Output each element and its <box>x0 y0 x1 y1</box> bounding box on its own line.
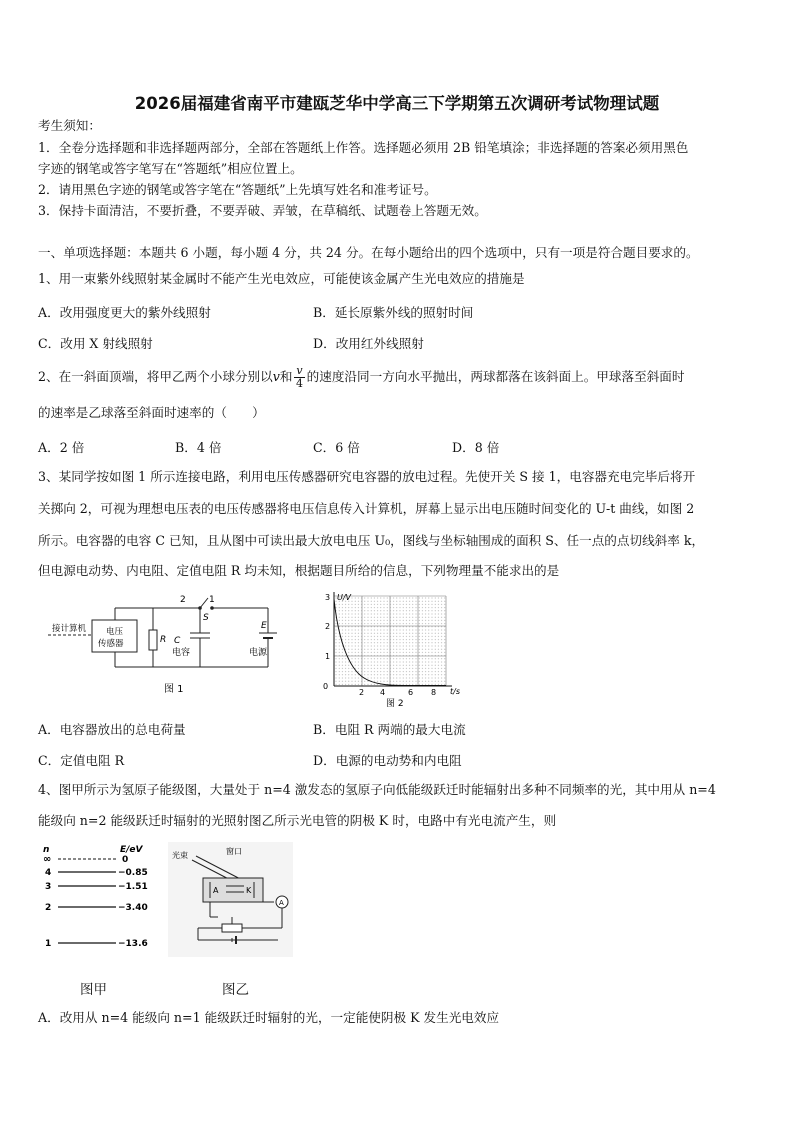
q4-line-1: 4、图甲所示为氢原子能级图，大量处于 n=4 激发态的氢原子向低能级跃迁时能辐射出多种不同频率的光，其中用从 n=4 <box>38 782 716 797</box>
fig2-xtick-6: 6 <box>408 688 414 697</box>
fig1-cap-label: 电容 <box>172 648 191 658</box>
fig2-xtick-2: 2 <box>359 688 365 697</box>
fig2-ytick-1: 1 <box>325 652 331 661</box>
fig2-ytick-3: 3 <box>325 593 331 602</box>
fig2-xtick-8: 8 <box>431 688 437 697</box>
q2-stem <box>38 364 684 390</box>
notice-item-2: 2．请用黑色字迹的钢笔或答字笔在“答题纸”上先填写姓名和准考证号。 <box>38 182 437 197</box>
q2-option-c: C．6 倍 <box>313 440 360 455</box>
tube-beam-label: 光束 <box>172 851 188 860</box>
q4-figure-b-caption: 图乙 <box>222 982 249 998</box>
fig2-y-axis-label: U/V <box>337 593 352 602</box>
q2-option-b: B．4 倍 <box>175 440 222 455</box>
q2-fraction <box>294 365 304 390</box>
q1-option-a: A．改用强度更大的紫外线照射 <box>38 305 211 320</box>
fig1-sensor-label-1: 电压 <box>106 627 124 637</box>
q4-option-a: A．改用从 n=4 能级向 n=1 能级跃迁时辐射的光，一定能使阴极 K 发生光电效应 <box>38 1010 500 1025</box>
fig1-node-1: 1 <box>209 595 215 605</box>
tube-window-label: 窗口 <box>226 847 242 856</box>
q3-line-3: 所示。电容器的电容 C 已知，且从图中可读出最大放电电压 U₀，图线与坐标轴围成的面积 S、任一点的点切线斜率 k， <box>38 533 705 548</box>
q2-stem-b: 的速度沿同一方向水平抛出，两球都落在该斜面上。甲球落至斜面时 <box>306 369 685 384</box>
q2-stem-a: 2、在一斜面顶端，将甲乙两个小球分别以 <box>38 369 273 384</box>
fig1-src-label: 电源 <box>249 648 268 658</box>
level-n-1: 1 <box>45 939 52 949</box>
q2-stem-line2: 的速率是乙球落至斜面时速率的（ ） <box>38 405 265 420</box>
tube-ammeter-label: A <box>279 899 284 907</box>
level-e-1: −13.6 <box>118 939 148 949</box>
q1-stem: 1、用一束紫外线照射某金属时不能产生光电效应，可能使该金属产生光电效应的措施是 <box>38 271 525 286</box>
section-heading: 一、单项选择题：本题共 6 小题，每小题 4 分，共 24 分。在每小题给出的四个选项中，只有一项是符合题目要求的。 <box>38 245 699 260</box>
fig1-c-label: C <box>174 636 181 646</box>
level-e-inf: 0 <box>122 855 129 865</box>
q3-figure-1-circuit <box>40 590 290 702</box>
q3-figure-2-graph <box>312 590 462 708</box>
notice-item-3: 3．保持卡面清洁，不要折叠，不要弄破、弄皱，在草稿纸、试题卷上答题无效。 <box>38 203 487 218</box>
fig1-e-label: E <box>261 621 267 631</box>
fig2-ytick-0: 0 <box>323 682 329 691</box>
fig1-sensor-label-2: 传感器 <box>98 639 124 649</box>
q4-figure-a-caption: 图甲 <box>80 982 107 998</box>
notice-item-1-cont: 字迹的钢笔或答字笔写在“答题纸”相应位置上。 <box>38 161 303 176</box>
level-n-4: 4 <box>45 868 52 878</box>
q2-frac-den: 4 <box>296 377 304 390</box>
q1-option-d: D．改用红外线照射 <box>313 336 424 351</box>
q2-v: v <box>272 369 280 384</box>
q2-frac-num: v <box>296 364 303 377</box>
q3-option-a: A．电容器放出的总电荷量 <box>38 722 186 737</box>
q3-option-c: C．定值电阻 R <box>38 753 125 768</box>
q3-option-b: B．电阻 R 两端的最大电流 <box>313 722 466 737</box>
q3-option-d: D．电源的电动势和内电阻 <box>313 753 462 768</box>
level-e-3: −1.51 <box>118 882 148 892</box>
level-n-inf: ∞ <box>43 854 52 865</box>
q2-option-a: A．2 倍 <box>38 440 85 455</box>
fig1-s-label: S <box>203 613 209 623</box>
fig1-caption: 图 1 <box>164 684 184 695</box>
fig2-xtick-4: 4 <box>380 688 386 697</box>
fig1-computer-label: 接计算机 <box>52 624 87 634</box>
q3-line-1: 3、某同学按如图 1 所示连接电路，利用电压传感器研究电容器的放电过程。先使开关 S 接 1，电容器充电完毕后将开 <box>38 469 696 484</box>
fig2-caption: 图 2 <box>386 699 404 708</box>
fig1-node-2: 2 <box>180 595 186 605</box>
q4-phototube-diagram <box>168 842 293 957</box>
q4-line-2: 能级向 n=2 能级跃迁时辐射的光照射图乙所示光电管的阴极 K 时，电路中有光电流产生，则 <box>38 813 557 828</box>
level-n-2: 2 <box>45 903 52 913</box>
levels-e-header: E/eV <box>120 845 143 855</box>
notice-heading: 考生须知： <box>38 118 101 133</box>
q2-option-d: D．8 倍 <box>452 440 500 455</box>
page-title: 2026届福建省南平市建瓯芝华中学高三下学期第五次调研考试物理试题 <box>134 94 660 113</box>
q2-and: 和 <box>279 369 293 384</box>
fig1-r-label: R <box>160 635 167 645</box>
level-e-4: −0.85 <box>118 868 148 878</box>
q1-option-b: B．延长原紫外线的照射时间 <box>313 305 474 320</box>
q3-line-2: 关掷向 2，可视为理想电压表的电压传感器将电压信息传入计算机，屏幕上显示出电压随时间变化的 U-t 曲线，如图 2 <box>38 501 695 516</box>
level-e-2: −3.40 <box>118 903 148 913</box>
tube-cathode-label: K <box>246 886 252 895</box>
q1-option-c: C．改用 X 射线照射 <box>38 336 153 351</box>
fig2-x-axis-label: t/s <box>450 687 460 696</box>
q3-line-4: 但电源电动势、内电阻、定值电阻 R 均未知，根据题目所给的信息，下列物理量不能求出的是 <box>38 563 560 578</box>
notice-item-1: 1．全卷分选择题和非选择题两部分，全部在答题纸上作答。选择题必须用 2B 铅笔填涂；非选择题的答案必须用黑色 <box>38 140 689 155</box>
tube-anode-label: A <box>213 886 219 895</box>
levels-n-header: n <box>43 845 50 855</box>
level-n-3: 3 <box>45 882 52 892</box>
q4-energy-level-diagram <box>40 842 165 957</box>
fig2-ytick-2: 2 <box>325 622 331 631</box>
